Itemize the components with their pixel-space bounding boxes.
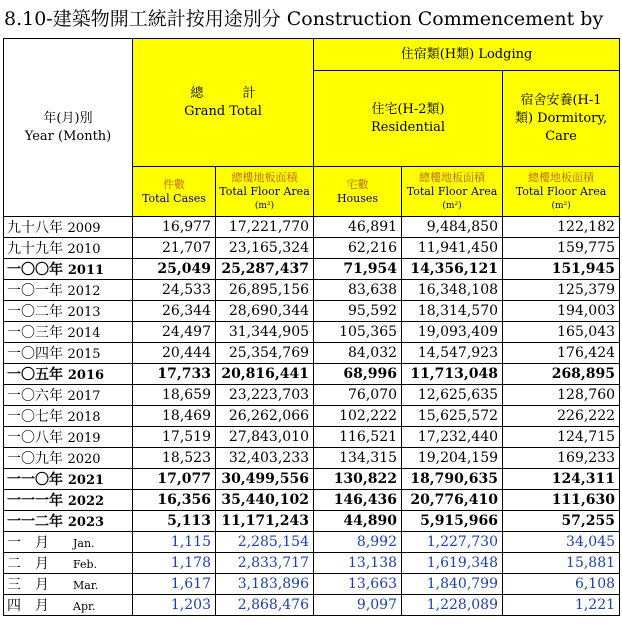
dormitory-l2: 類) Dormitory, [514,110,608,126]
cell-houses: 62,216 [314,238,402,259]
row-label-cn: 三 月 [7,577,49,593]
cell-gt-area: 28,690,344 [216,301,314,322]
cell-gt-area: 3,183,896 [216,574,314,595]
row-label-en: 2015 [67,347,101,362]
cases-header [133,167,216,217]
gt-floor-cn: 總樓地板面積 [231,170,298,184]
month-row [4,553,620,574]
row-label-cn: 一〇四年 [7,346,63,362]
year-header-cn: 年(月)別 [43,110,93,126]
year-row [4,406,620,427]
cell-houses: 44,890 [314,511,402,532]
month-row [4,595,620,616]
cell-gt-area: 17,221,770 [216,217,314,238]
gt-floor-unit: (m²) [254,200,275,211]
dorm-floor-cn: 總樓地板面積 [528,170,595,184]
cell-cases: 18,523 [133,448,216,469]
row-label [4,469,133,490]
cell-gt-area: 2,868,476 [216,595,314,616]
cell-houses: 116,521 [314,427,402,448]
cell-cases: 26,344 [133,301,216,322]
cell-houses: 130,822 [314,469,402,490]
row-label [4,511,133,532]
dormitory-l1: 宿舍安養(H-1 [520,92,602,108]
cell-cases: 17,077 [133,469,216,490]
row-label-cn: 一〇〇年 [7,262,63,278]
cell-cases: 18,469 [133,406,216,427]
row-label-en: 2012 [67,284,101,299]
cell-dorm-area: 15,881 [503,553,620,574]
cell-dorm-area: 124,715 [503,427,620,448]
row-label [4,532,133,553]
year-row [4,280,620,301]
year-header-en: Year (Month) [24,128,112,144]
year-row [4,301,620,322]
row-label-cn: 一一〇年 [7,472,63,488]
row-label-en: 2013 [67,305,101,320]
row-label-en: 2010 [67,242,101,257]
gt-floor-area-header [216,167,314,217]
row-label [4,406,133,427]
cell-dorm-area: 124,311 [503,469,620,490]
cell-houses: 134,315 [314,448,402,469]
row-label-en: Jan. [73,537,95,550]
cell-cases: 16,977 [133,217,216,238]
cell-res-area: 1,840,799 [402,574,503,595]
cell-dorm-area: 57,255 [503,511,620,532]
row-label-en: 2022 [67,494,105,509]
row-label [4,385,133,406]
cell-gt-area: 23,223,703 [216,385,314,406]
grand-total-cn: 總 計 [190,85,256,101]
row-label-en: 2009 [67,221,101,236]
cell-dorm-area: 226,222 [503,406,620,427]
cell-dorm-area: 1,221 [503,595,620,616]
dorm-floor-en: Total Floor Area [515,184,607,198]
construction-table [3,38,620,616]
cell-dorm-area: 165,043 [503,322,620,343]
cell-cases: 1,115 [133,532,216,553]
cell-cases: 24,533 [133,280,216,301]
residential-cn: 住宅(H-2類) [371,101,445,117]
row-label-en: 2017 [67,389,101,404]
cell-cases: 25,049 [133,259,216,280]
cell-res-area: 16,348,108 [402,280,503,301]
cell-res-area: 1,228,089 [402,595,503,616]
cases-header-en: Total Cases [142,191,206,205]
year-row [4,343,620,364]
row-label-en: Apr. [73,600,96,613]
houses-header-cn: 宅數 [346,177,369,191]
cases-header-cn: 件數 [163,177,185,191]
cell-res-area: 1,619,348 [402,553,503,574]
year-row [4,511,620,532]
cell-res-area: 12,625,635 [402,385,503,406]
cell-cases: 5,113 [133,511,216,532]
cell-houses: 95,592 [314,301,402,322]
cell-gt-area: 25,354,769 [216,343,314,364]
row-label-cn: 一一一年 [7,493,63,509]
dormitory-header [503,71,620,167]
row-label-cn: 一〇六年 [7,388,63,404]
year-row [4,385,620,406]
cell-res-area: 18,790,635 [402,469,503,490]
dorm-floor-unit: (m²) [551,200,571,211]
cell-gt-area: 11,171,243 [216,511,314,532]
year-row [4,490,620,511]
cell-houses: 13,663 [314,574,402,595]
year-row [4,427,620,448]
houses-header-en: Houses [336,191,379,205]
row-label-en: 2011 [67,263,105,278]
res-floor-area-header [402,167,503,217]
cell-gt-area: 2,833,717 [216,553,314,574]
cell-dorm-area: 194,003 [503,301,620,322]
row-label-cn: 九十八年 [7,220,63,236]
cell-dorm-area: 176,424 [503,343,620,364]
cell-dorm-area: 128,760 [503,385,620,406]
dorm-floor-area-header [503,167,620,217]
cell-houses: 46,891 [314,217,402,238]
row-label [4,490,133,511]
cell-res-area: 18,314,570 [402,301,503,322]
row-label [4,427,133,448]
cell-res-area: 15,625,572 [402,406,503,427]
cell-houses: 83,638 [314,280,402,301]
cell-houses: 71,954 [314,259,402,280]
cell-gt-area: 20,816,441 [216,364,314,385]
cell-dorm-area: 125,379 [503,280,620,301]
row-label-cn: 四 月 [7,598,49,614]
cell-dorm-area: 268,895 [503,364,620,385]
cell-houses: 146,436 [314,490,402,511]
row-label-cn: 一〇一年 [7,283,63,299]
year-row [4,259,620,280]
res-floor-en: Total Floor Area [406,184,498,198]
cell-gt-area: 27,843,010 [216,427,314,448]
row-label-en: 2023 [67,515,105,530]
row-label [4,574,133,595]
cell-houses: 102,222 [314,406,402,427]
cell-gt-area: 30,499,556 [216,469,314,490]
row-label [4,259,133,280]
cell-res-area: 19,204,159 [402,448,503,469]
cell-cases: 24,497 [133,322,216,343]
cell-cases: 17,733 [133,364,216,385]
year-month-header [4,39,133,217]
cell-dorm-area: 6,108 [503,574,620,595]
res-floor-unit: (m²) [442,200,462,211]
residential-header [314,71,503,167]
residential-en: Residential [371,119,446,135]
row-label-en: Feb. [73,558,98,571]
month-row [4,574,620,595]
cell-cases: 1,617 [133,574,216,595]
row-label-en: 2020 [67,452,101,467]
grand-total-en: Grand Total [184,103,262,119]
row-label-cn: 一〇二年 [7,304,63,320]
cell-gt-area: 25,287,437 [216,259,314,280]
houses-header [314,167,402,217]
cell-houses: 105,365 [314,322,402,343]
cell-res-area: 19,093,409 [402,322,503,343]
row-label-cn: 一〇九年 [7,451,63,467]
year-row [4,238,620,259]
res-floor-cn: 總樓地板面積 [419,170,486,184]
lodging-header: 住宿類(H類) Lodging [314,39,620,71]
row-label-en: 2018 [67,410,101,425]
row-label-cn: 九十九年 [7,241,63,257]
cell-houses: 8,992 [314,532,402,553]
row-label [4,322,133,343]
gt-floor-en: Total Floor Area [219,184,310,198]
row-label [4,217,133,238]
row-label [4,364,133,385]
row-label [4,343,133,364]
cell-res-area: 11,941,450 [402,238,503,259]
cell-cases: 17,519 [133,427,216,448]
cell-cases: 20,444 [133,343,216,364]
cell-gt-area: 26,262,066 [216,406,314,427]
cell-houses: 9,097 [314,595,402,616]
cell-gt-area: 26,895,156 [216,280,314,301]
cell-dorm-area: 34,045 [503,532,620,553]
cell-cases: 21,707 [133,238,216,259]
page-title: 8.10-建築物開工統計按用途別分 Construction Commencement by [4,8,604,30]
row-label [4,448,133,469]
row-label [4,553,133,574]
cell-res-area: 1,227,730 [402,532,503,553]
row-label-cn: 一〇三年 [7,325,63,341]
row-label-cn: 一〇七年 [7,409,63,425]
cell-res-area: 17,232,440 [402,427,503,448]
cell-dorm-area: 169,233 [503,448,620,469]
row-label [4,238,133,259]
cell-dorm-area: 111,630 [503,490,620,511]
cell-res-area: 14,547,923 [402,343,503,364]
cell-houses: 68,996 [314,364,402,385]
row-label-en: 2019 [67,431,101,446]
cell-cases: 18,659 [133,385,216,406]
cell-dorm-area: 151,945 [503,259,620,280]
cell-dorm-area: 122,182 [503,217,620,238]
row-label-cn: 一 月 [7,535,49,551]
row-label-en: 2014 [67,326,101,341]
cell-houses: 84,032 [314,343,402,364]
row-label-cn: 一〇五年 [7,367,63,383]
cell-res-area: 9,484,850 [402,217,503,238]
row-label-cn: 一〇八年 [7,430,63,446]
cell-houses: 76,070 [314,385,402,406]
cell-houses: 13,138 [314,553,402,574]
year-row [4,322,620,343]
cell-res-area: 5,915,966 [402,511,503,532]
year-row [4,364,620,385]
cell-res-area: 20,776,410 [402,490,503,511]
row-label [4,301,133,322]
grand-total-header [133,39,314,167]
row-label-cn: 一一二年 [7,514,63,530]
cell-cases: 1,178 [133,553,216,574]
dormitory-l3: Care [545,128,577,144]
cell-gt-area: 23,165,324 [216,238,314,259]
cell-res-area: 14,356,121 [402,259,503,280]
cell-gt-area: 32,403,233 [216,448,314,469]
month-row [4,532,620,553]
cell-dorm-area: 159,775 [503,238,620,259]
row-label [4,595,133,616]
cell-cases: 16,356 [133,490,216,511]
row-label-en: 2021 [67,473,105,488]
cell-res-area: 11,713,048 [402,364,503,385]
cell-gt-area: 35,440,102 [216,490,314,511]
row-label [4,280,133,301]
year-row [4,448,620,469]
row-label-en: Mar. [73,579,99,592]
year-row [4,217,620,238]
cell-gt-area: 31,344,905 [216,322,314,343]
row-label-cn: 二 月 [7,556,49,572]
cell-cases: 1,203 [133,595,216,616]
row-label-en: 2016 [67,368,105,383]
cell-gt-area: 2,285,154 [216,532,314,553]
year-row [4,469,620,490]
